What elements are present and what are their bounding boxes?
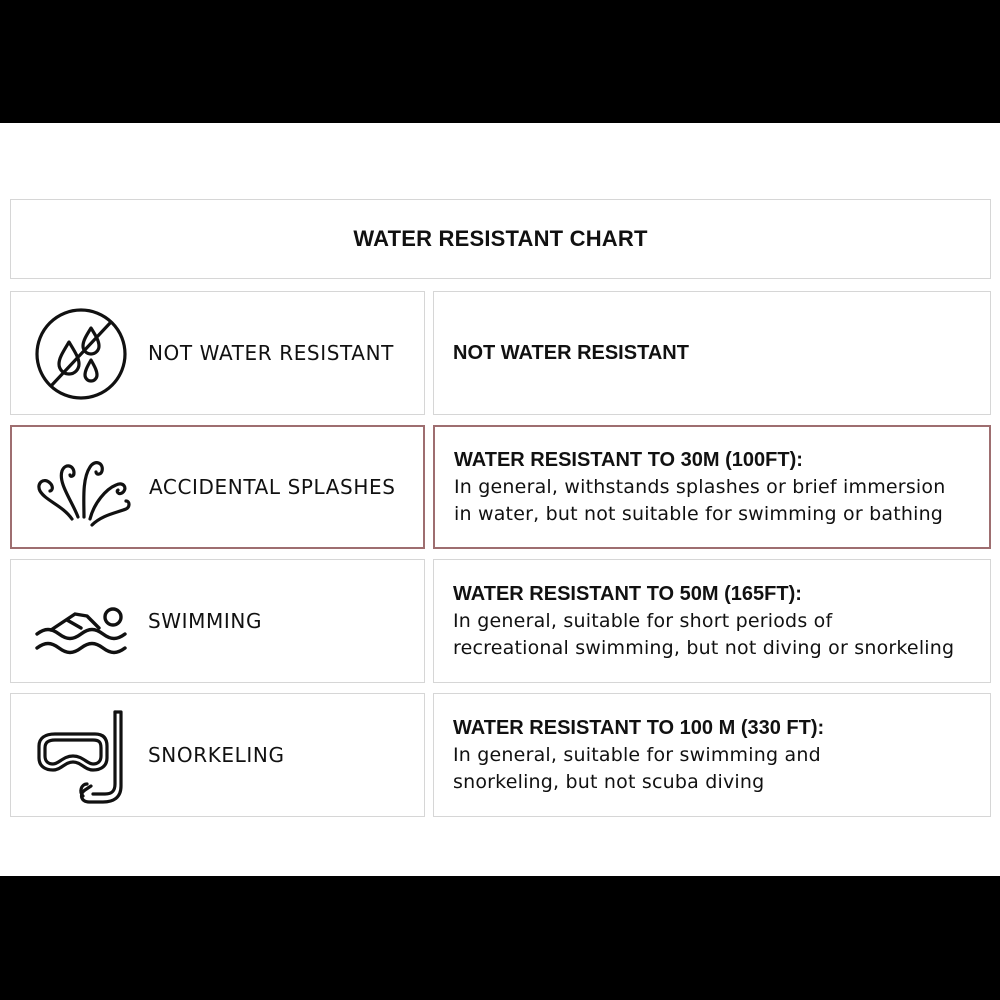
row-label-cell-swimming	[10, 559, 425, 683]
chart-title-text: WATER RESISTANT CHART	[353, 226, 648, 251]
row-label-cell-snorkeling	[10, 693, 425, 817]
row-heading: WATER RESISTANT TO 30M (100FT):	[454, 448, 803, 471]
row-description-line: in water, but not suitable for swimming or bathing	[454, 502, 944, 525]
row-label: ACCIDENTAL SPLASHES	[149, 475, 396, 499]
row-label-cell-accidental-splashes	[10, 425, 425, 549]
row-label-cell-not-water-resistant	[10, 291, 425, 415]
chart-title	[10, 199, 991, 279]
row-description-line: In general, withstands splashes or brief immersion	[454, 475, 946, 498]
row-label: SWIMMING	[148, 609, 263, 633]
row-description-cell-accidental-splashes	[433, 425, 991, 549]
row-description-line: snorkeling, but not scuba diving	[453, 770, 765, 793]
row-label: NOT WATER RESISTANT	[148, 341, 394, 365]
row-heading: WATER RESISTANT TO 100 M (330 FT):	[453, 716, 825, 739]
splash-icon	[32, 439, 132, 539]
row-description-cell-not-water-resistant	[433, 291, 991, 415]
row-heading: WATER RESISTANT TO 50M (165FT):	[453, 582, 802, 605]
row-heading: NOT WATER RESISTANT	[453, 341, 689, 364]
no-water-icon	[31, 304, 131, 404]
row-description-line: In general, suitable for swimming and	[453, 743, 821, 766]
row-description-cell-swimming	[433, 559, 991, 683]
row-description-cell-snorkeling	[433, 693, 991, 817]
snorkel-icon	[31, 706, 131, 806]
row-label: SNORKELING	[148, 743, 285, 767]
swimmer-icon	[31, 572, 131, 672]
row-description-line: recreational swimming, but not diving or snorkeling	[453, 636, 955, 659]
row-description-line: In general, suitable for short periods of	[453, 609, 833, 632]
